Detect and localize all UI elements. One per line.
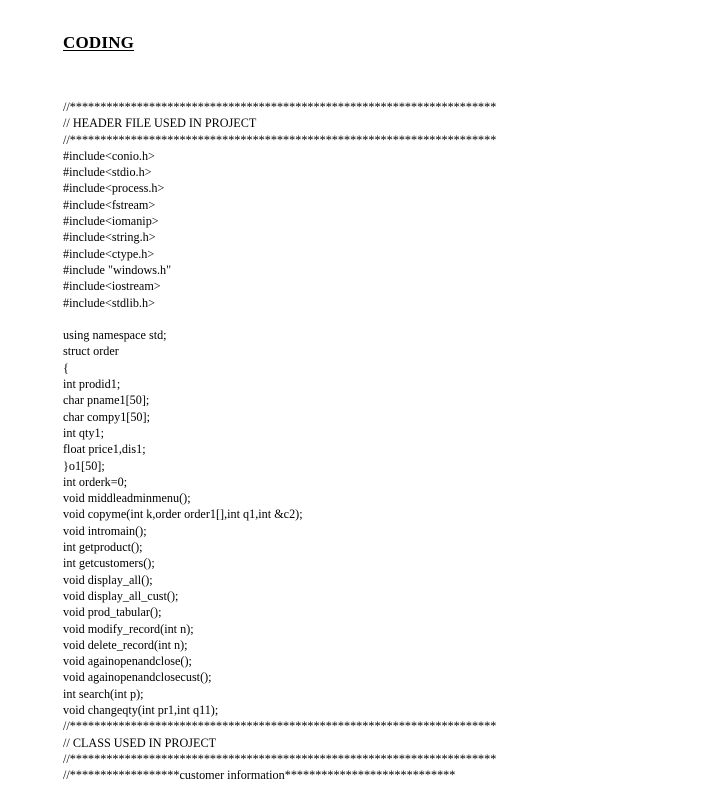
code-line: #include<process.h>	[63, 181, 165, 196]
code-line: int getproduct();	[63, 540, 143, 555]
code-line: void modify_record(int n);	[63, 621, 194, 636]
code-line: //******************customer information****************************	[63, 768, 456, 783]
code-line: void intromain();	[63, 523, 147, 538]
page-title: CODING	[63, 33, 135, 52]
code-line: //**********************************************************************	[63, 751, 497, 766]
code-line: //**********************************************************************	[63, 100, 497, 114]
code-line: #include<ctype.h>	[63, 246, 155, 261]
blank-line	[63, 311, 496, 327]
code-line: int orderk=0;	[63, 474, 128, 489]
code-line: using namespace std;	[63, 328, 167, 343]
code-line: #include<stdlib.h>	[63, 295, 155, 310]
code-line: #include<string.h>	[63, 230, 156, 245]
code-line: struct order	[63, 344, 119, 359]
code-line: void display_all();	[63, 572, 153, 587]
code-line: #include<fstream>	[63, 197, 156, 212]
code-line: float price1,dis1;	[63, 442, 146, 457]
code-line: //**********************************************************************	[63, 719, 497, 734]
code-line: void copyme(int k,order order1[],int q1,int &c2);	[63, 507, 303, 522]
code-line: void againopenandclosecust();	[63, 670, 212, 685]
code-listing	[63, 99, 496, 783]
code-line: #include<conio.h>	[63, 148, 155, 163]
code-line: #include<stdio.h>	[63, 165, 152, 180]
code-line: #include<iostream>	[63, 279, 161, 294]
code-line: char pname1[50];	[63, 393, 150, 408]
code-line: void prod_tabular();	[63, 605, 162, 620]
code-line: // HEADER FILE USED IN PROJECT	[63, 116, 257, 131]
code-line: //**********************************************************************	[63, 132, 497, 147]
code-line: int search(int p);	[63, 686, 144, 701]
code-line: char compy1[50];	[63, 409, 150, 424]
code-line: void againopenandclose();	[63, 654, 192, 669]
code-line: void display_all_cust();	[63, 588, 179, 603]
code-line: #include<iomanip>	[63, 214, 159, 229]
code-line: // CLASS USED IN PROJECT	[63, 735, 217, 750]
code-line: {	[63, 360, 69, 375]
code-line: void changeqty(int pr1,int q11);	[63, 702, 219, 717]
code-line: int prodid1;	[63, 377, 121, 392]
code-line: void delete_record(int n);	[63, 637, 188, 652]
code-line: }o1[50];	[63, 458, 105, 473]
code-line: int qty1;	[63, 425, 104, 440]
code-line: void middleadminmenu();	[63, 491, 191, 506]
code-line: int getcustomers();	[63, 556, 155, 571]
code-line: #include "windows.h"	[63, 262, 172, 277]
